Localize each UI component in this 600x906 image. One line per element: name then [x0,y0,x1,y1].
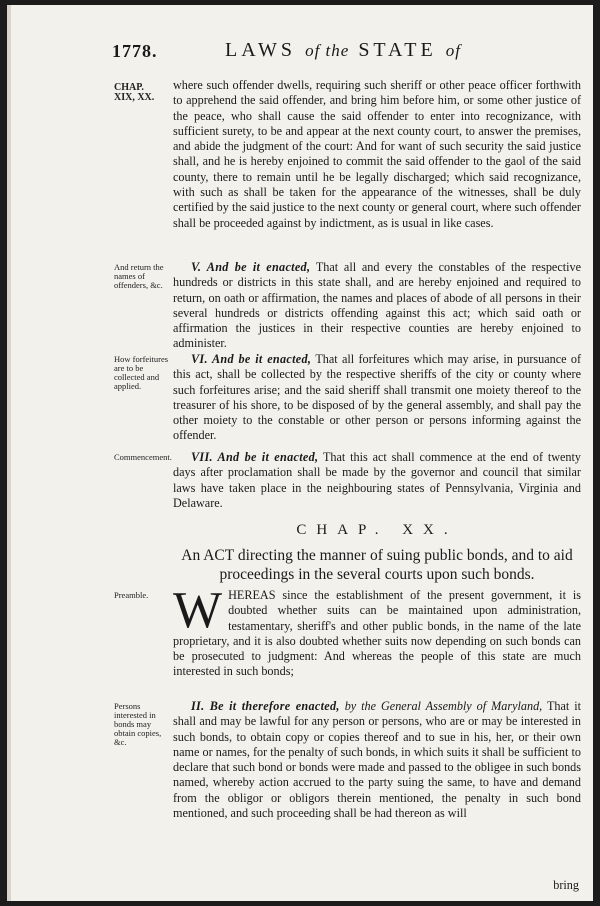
section-vii [173,450,581,511]
preamble [173,582,581,680]
margin-note-vi: How forfeitures are to be collected and applied. [114,354,169,391]
margin-note-preamble: Preamble. [114,590,149,600]
catchword: bring [553,878,579,892]
book-page [7,5,593,901]
section-v [173,260,581,352]
section-ii-text: That it shall and may be lawful for any person or persons, who are or may be interested in such bonds, to obtain copy or copies thereof and to sue in his, her, or their own name or names, for the penalty of such bonds, in which suits it shall be sufficient to declare that such bond or bonds were made and passed to the obligee in such bonds named, whereby action accrued to the party suing the same, to have and demand from the obligor or obligors therein mentioned, the penalty in such bond mentioned, and such proceeding shall be had thereon as will [173,699,582,821]
header-year: 1778. [112,41,158,61]
margin-chap-ref-line1: CHAP. [114,82,144,93]
header-title-of-the: of the [305,41,350,60]
section-vi-lead: VI. And be it enacted, [191,352,312,366]
preamble-dropcap: W [173,582,223,639]
header-title-state: STATE [358,39,437,61]
preamble-paragraph [173,582,581,680]
section-ii-lead: II. Be it therefore enacted, [191,699,340,713]
header-title-of: of [445,41,461,60]
running-header [7,37,593,63]
section-vi [173,352,581,444]
section-ii-paragraph [173,699,581,821]
section-vi-text: That all forfeitures which may arise, in pursuance of this act, shall be collected by the respective sheriffs of the city or county where such forfeitures arise; and the said sheriff shall transmit one moiety thereof to the treasurer of his shore, to be disposed of by the general assembly, and shall pay the other moiety to the constable or other person or persons informing against the offender. [173,352,582,443]
section-vi-paragraph [173,352,581,444]
continuation-paragraph [173,78,581,231]
header-title-laws: LAWS [225,39,297,61]
section-ii [173,699,581,821]
section-v-paragraph [173,260,581,352]
header-title [225,39,461,62]
section-ii-authority: by the General Assembly of Maryland, [344,699,543,713]
margin-note-vii: Commencement. [114,452,172,462]
act-title: An ACT directing the manner of suing public bonds, and to aid proceedings in the several courts upon such bonds. [181,547,573,583]
preamble-text: HEREAS since the establishment of the present government, it is doubted whether suits can be maintained upon administration, testamentary, sheriff's and other public bonds, in the name of the late proprietary, and it is also doubted whether suits now depending on such bonds can be prosecuted to judgment: And whereas the people of this state are much interested in such bonds; [173,588,581,679]
section-v-text: That all and every the constables of the respective hundreds or districts in this state shall, and are hereby enjoined and required to return, on oath or affirmation, the names and places of abode of all persons in their several hundreds or districts offending against this act; which said oath or affirmation the justices in their respective counties are hereby enjoined to administer. [173,260,582,351]
section-vii-text: That this act shall commence at the end of twenty days after proclamation shall be made by the governor and council that similar laws have taken place in the neighbouring states of Pennsylvania, Virginia and Delaware. [173,450,582,510]
page-gutter [7,5,11,901]
margin-note-ii: Persons interested in bonds may obtain copies, &c. [114,701,162,747]
margin-note-v: And return the names of offenders, &c. [114,262,164,290]
margin-chap-ref-line2: XIX, XX. [114,92,155,103]
margin-chap-ref [114,83,172,103]
continuation-text: where such offender dwells, requiring such sheriff or other peace officer forthwith to apprehend the said offender, and bring him before him, or some other justice of the peace, who shall cause the said offender to enter into recognizance, with sufficient surety, to be and appear at the next county court, to answer the premises, and abide the judgment of the court: And for want of such security the said justice shall, and he is hereby enjoined to commit the said offender to the gaol of the said county, there to remain until he be legally discharged; which said recognizance, with such as shall be taken for the appearance of the witnesses, shall be duly certified by the said justice to the next county or general court, where such offender shall be proceeded against by indictment, as is usual in like cases. [173,78,581,230]
section-vii-paragraph [173,450,581,511]
chapter-heading: CHAP. XX. [296,522,458,538]
section-vii-lead: VII. And be it enacted, [191,450,319,464]
section-v-lead: V. And be it enacted, [191,260,311,274]
